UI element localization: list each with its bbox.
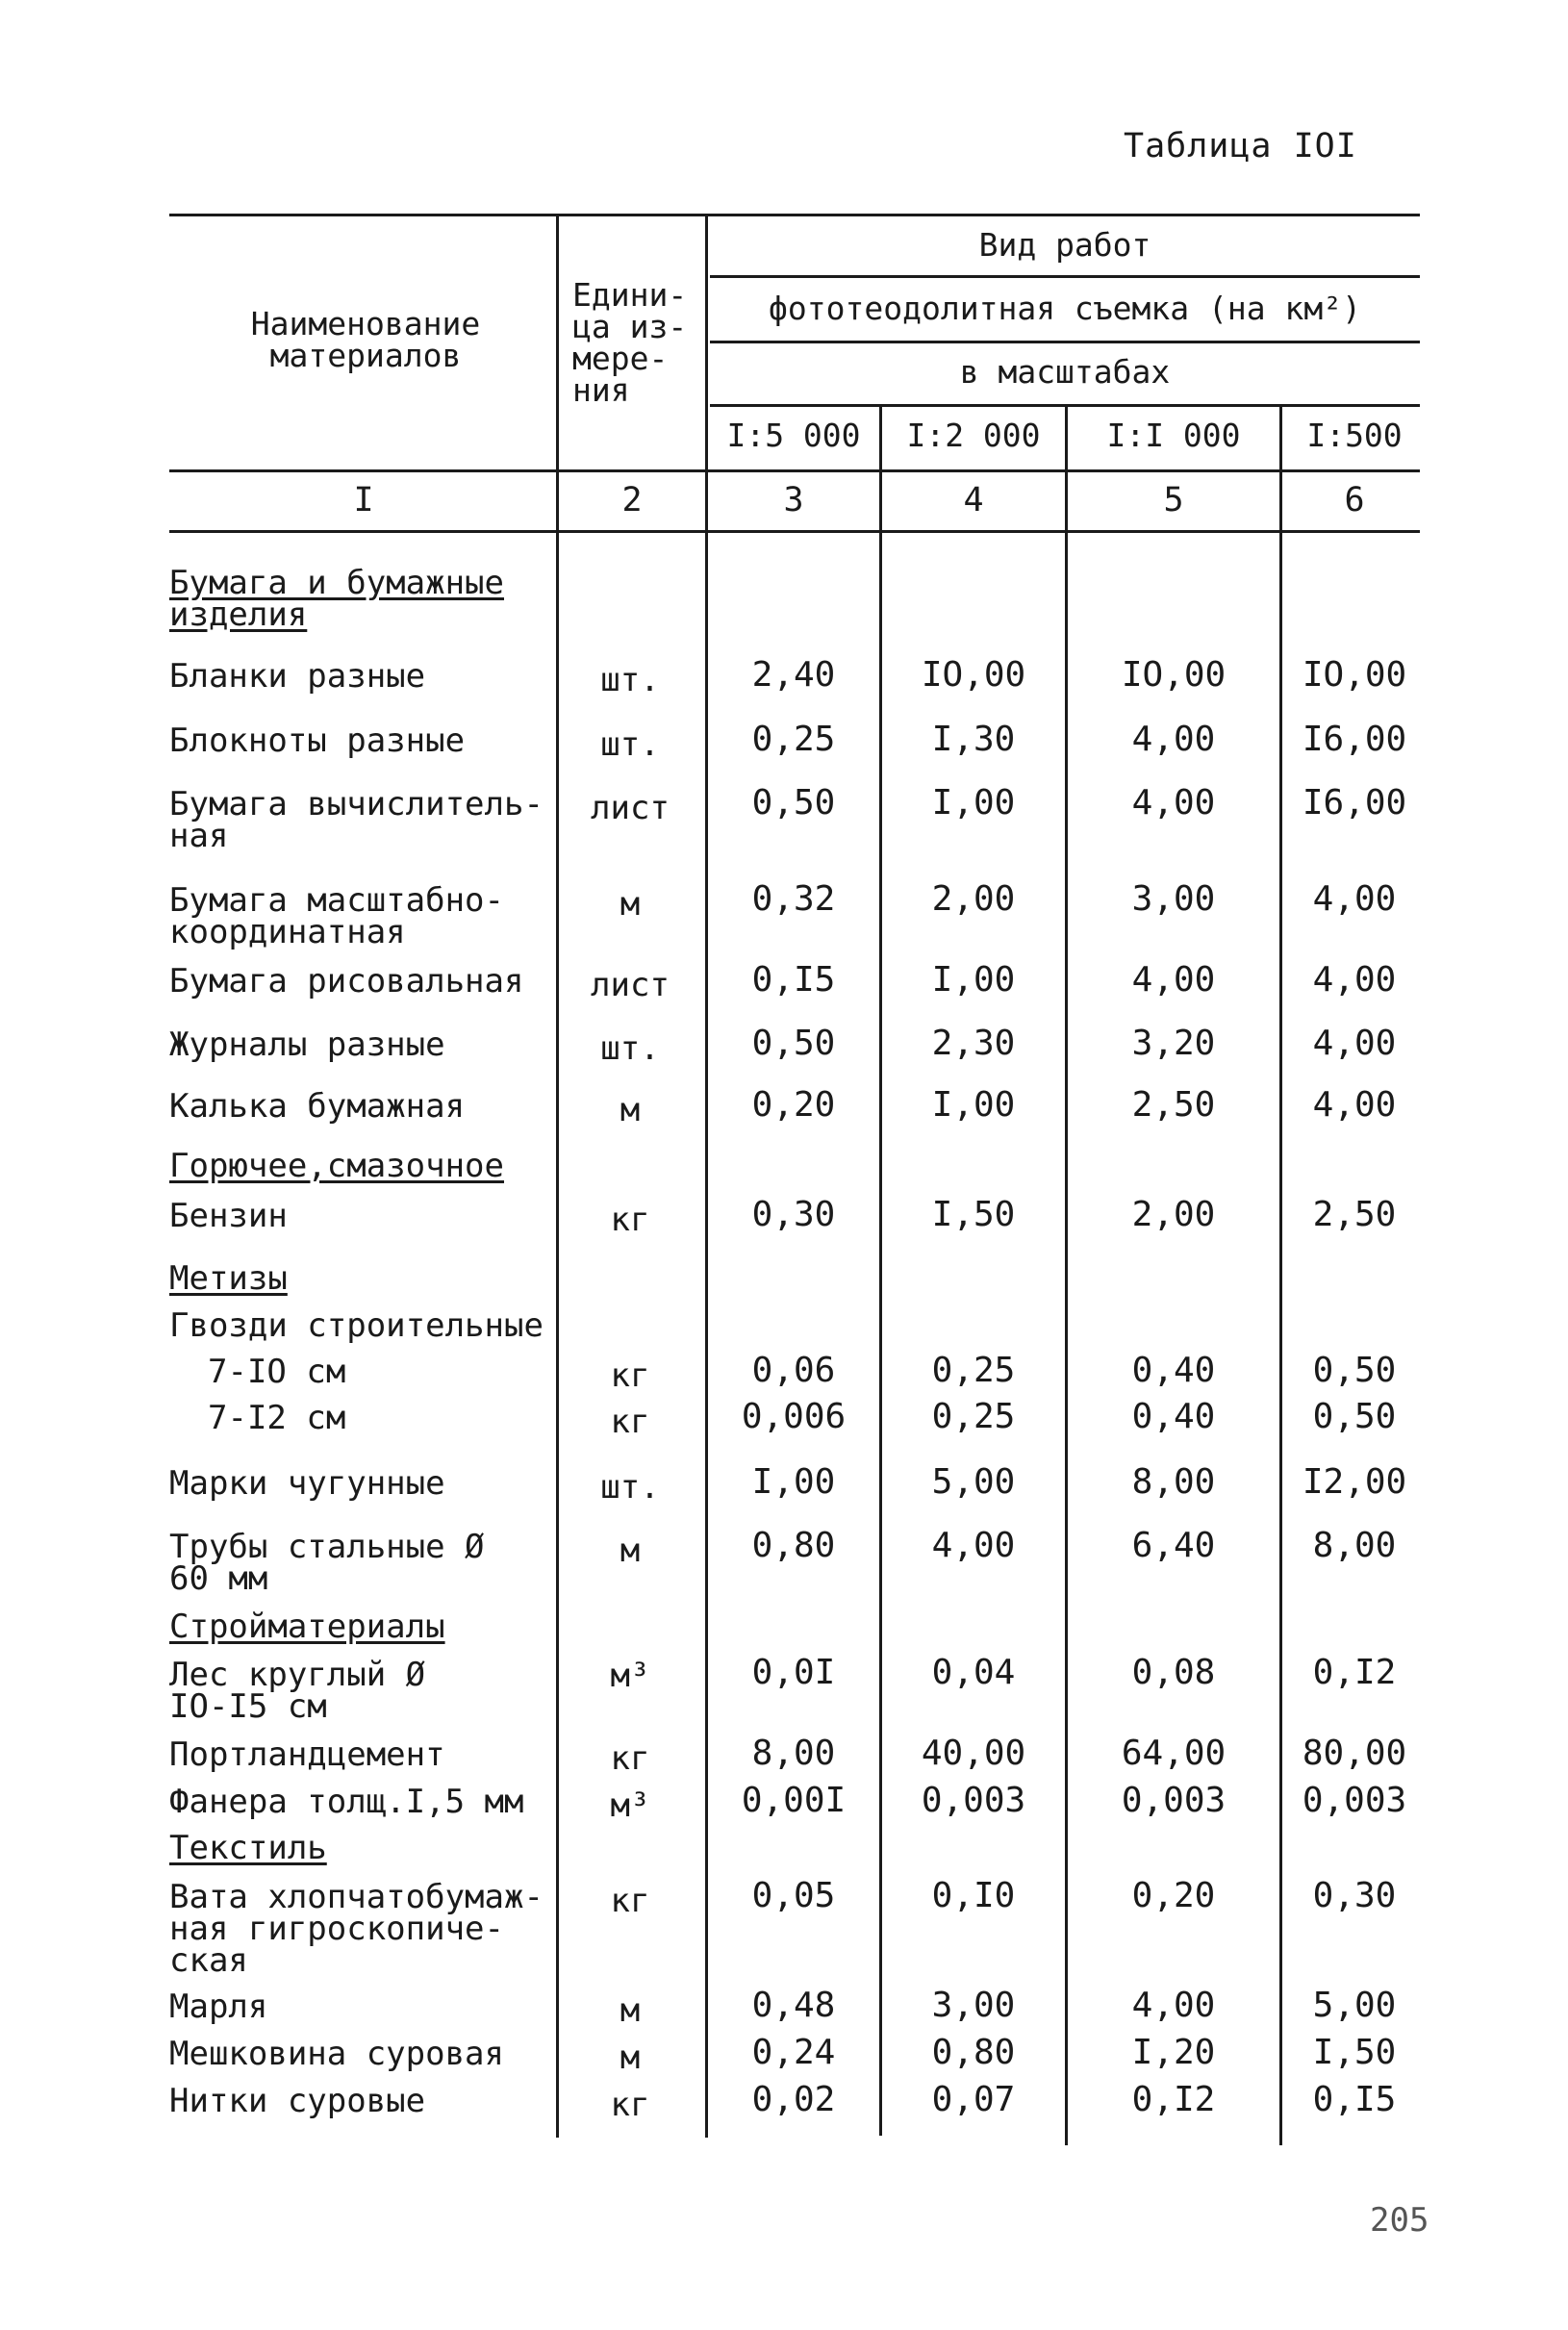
row-computing-paper-name: Бумага вычислитель- ная [169, 785, 544, 855]
row-burlap-v2: 0,80 [931, 2033, 1016, 2072]
row-gauze-v3: 4,00 [1131, 1986, 1216, 2025]
row-round-timber-unit: м³ [610, 1657, 650, 1695]
row-gasoline-v1: 0,30 [751, 1195, 836, 1234]
row-blanks-name: Бланки разные [169, 657, 426, 696]
row-notebooks-name: Блокноты разные [169, 722, 466, 760]
row-round-timber-v3: 0,08 [1131, 1653, 1216, 1692]
row-nails-12-unit: кг [610, 1403, 650, 1441]
row-gauze-v2: 3,00 [931, 1986, 1016, 2025]
row-plywood-unit: м³ [610, 1786, 650, 1825]
col-number-5: 5 [1163, 481, 1184, 519]
row-computing-paper-unit: лист [591, 789, 670, 827]
header-scale-3: I:I 000 [1106, 417, 1241, 454]
row-plywood-v4: 0,003 [1302, 1781, 1407, 1820]
row-nails-name: Гвозди строительные [169, 1306, 544, 1345]
header-survey: фототеодолитная съемка (на км²) [769, 290, 1361, 327]
row-round-timber-v2: 0,04 [931, 1653, 1016, 1692]
row-scale-paper-v4: 4,00 [1312, 879, 1397, 919]
row-steel-pipes-v2: 4,00 [931, 1526, 1016, 1565]
row-cotton-wool-unit: кг [610, 1882, 650, 1920]
row-round-timber-name: Лес круглый Ø IO-I5 см [169, 1656, 426, 1726]
row-blanks-v2: IO,00 [921, 655, 1026, 695]
row-portland-cement-name: Портландцемент [169, 1735, 445, 1774]
row-nails-12-v3: 0,40 [1131, 1397, 1216, 1436]
row-threads-v3: 0,I2 [1131, 2080, 1216, 2119]
row-cast-marks-name: Марки чугунные [169, 1464, 445, 1503]
col-number-4: 4 [963, 481, 984, 519]
row-round-timber-v1: 0,0I [751, 1653, 836, 1692]
header-scales-label: в масштабах [959, 353, 1171, 391]
row-drawing-paper-name: Бумага рисовальная [169, 962, 524, 1000]
row-plywood-v2: 0,003 [921, 1781, 1026, 1820]
row-plywood-v3: 0,003 [1121, 1781, 1227, 1820]
header-bottom-rule [169, 469, 1420, 472]
row-burlap-v3: I,20 [1131, 2033, 1216, 2072]
col-number-1: I [353, 481, 374, 519]
header-work-type: Вид работ [978, 226, 1151, 264]
row-journals-name: Журналы разные [169, 1026, 445, 1064]
row-plywood-v1: 0,00I [741, 1781, 847, 1820]
subheader-rule-2 [710, 341, 1420, 343]
row-steel-pipes-unit: м [620, 1532, 641, 1570]
category-building-materials: Стройматериалы [169, 1608, 445, 1646]
row-notebooks-v2: I,30 [931, 720, 1016, 759]
header-unit: Едини- ца из- мере- ния [572, 276, 688, 409]
row-nails-10-v1: 0,06 [751, 1351, 836, 1390]
row-blanks-v3: IO,00 [1121, 655, 1227, 695]
col-number-6: 6 [1344, 481, 1365, 519]
row-gauze-v4: 5,00 [1312, 1986, 1397, 2025]
row-scale-paper-name: Бумага масштабно- координатная [169, 881, 504, 951]
row-tracing-paper-v2: I,00 [931, 1085, 1016, 1125]
row-cast-marks-v4: I2,00 [1302, 1462, 1407, 1502]
row-computing-paper-v2: I,00 [931, 783, 1016, 823]
col-numbers-rule [169, 530, 1420, 533]
row-threads-unit: кг [610, 2086, 650, 2124]
header-scale-2: I:2 000 [906, 417, 1041, 454]
row-burlap-v4: I,50 [1312, 2033, 1397, 2072]
row-nails-12-v1: 0,006 [741, 1397, 847, 1436]
row-notebooks-v4: I6,00 [1302, 720, 1407, 759]
page-number: 205 [1370, 2201, 1429, 2240]
row-portland-cement-v2: 40,00 [921, 1734, 1026, 1773]
row-cotton-wool-v2: 0,I0 [931, 1876, 1016, 1915]
category-paper: Бумага и бумажные изделия [169, 564, 504, 634]
row-steel-pipes-v1: 0,80 [751, 1526, 836, 1565]
row-drawing-paper-v1: 0,I5 [751, 960, 836, 1000]
row-steel-pipes-v4: 8,00 [1312, 1526, 1397, 1565]
category-fuel: Горючее,смазочное [169, 1147, 504, 1185]
row-nails-12-name: 7-I2 см [208, 1399, 346, 1437]
row-scale-paper-v3: 3,00 [1131, 879, 1216, 919]
header-scale-1: I:5 000 [726, 417, 861, 454]
row-blanks-v1: 2,40 [751, 655, 836, 695]
subheader-rule-1 [710, 275, 1420, 278]
row-nails-10-name: 7-IO см [208, 1353, 346, 1391]
row-gasoline-v4: 2,50 [1312, 1195, 1397, 1234]
row-journals-v4: 4,00 [1312, 1024, 1397, 1063]
row-gauze-v1: 0,48 [751, 1986, 836, 2025]
row-scale-paper-unit: м [620, 885, 641, 924]
row-blanks-v4: IO,00 [1302, 655, 1407, 695]
row-journals-v3: 3,20 [1131, 1024, 1216, 1063]
row-cotton-wool-v4: 0,30 [1312, 1876, 1397, 1915]
row-cast-marks-v1: I,00 [751, 1462, 836, 1502]
row-cast-marks-v3: 8,00 [1131, 1462, 1216, 1502]
row-nails-10-v3: 0,40 [1131, 1351, 1216, 1390]
row-gauze-name: Марля [169, 1988, 268, 2026]
row-cotton-wool-name: Вата хлопчатобумаж- ная гигроскопиче- ская [169, 1878, 544, 1980]
row-threads-name: Нитки суровые [169, 2082, 426, 2120]
row-computing-paper-v1: 0,50 [751, 783, 836, 823]
row-cast-marks-v2: 5,00 [931, 1462, 1016, 1502]
row-blanks-unit: шт. [600, 661, 660, 699]
header-material-name: Наименование материалов [250, 305, 481, 374]
row-drawing-paper-v2: I,00 [931, 960, 1016, 1000]
row-drawing-paper-v4: 4,00 [1312, 960, 1397, 1000]
row-gasoline-name: Бензин [169, 1197, 288, 1235]
row-tracing-paper-name: Калька бумажная [169, 1087, 466, 1126]
row-threads-v1: 0,02 [751, 2080, 836, 2119]
row-drawing-paper-unit: лист [591, 966, 670, 1004]
row-notebooks-unit: шт. [600, 725, 660, 764]
row-scale-paper-v2: 2,00 [931, 879, 1016, 919]
row-threads-v4: 0,I5 [1312, 2080, 1397, 2119]
row-steel-pipes-v3: 6,40 [1131, 1526, 1216, 1565]
row-portland-cement-v3: 64,00 [1121, 1734, 1227, 1773]
row-gasoline-v3: 2,00 [1131, 1195, 1216, 1234]
row-nails-10-v2: 0,25 [931, 1351, 1016, 1390]
table-top-rule [169, 214, 1420, 216]
row-portland-cement-v4: 80,00 [1302, 1734, 1407, 1773]
col-number-2: 2 [621, 481, 643, 519]
category-textile: Текстиль [169, 1829, 327, 1867]
table-title: Таблица IOI [1124, 127, 1357, 165]
row-tracing-paper-unit: м [620, 1091, 641, 1129]
row-tracing-paper-v3: 2,50 [1131, 1085, 1216, 1125]
row-cast-marks-unit: шт. [600, 1468, 660, 1507]
row-notebooks-v1: 0,25 [751, 720, 836, 759]
row-journals-v2: 2,30 [931, 1024, 1016, 1063]
row-scale-paper-v1: 0,32 [751, 879, 836, 919]
col-number-3: 3 [783, 481, 804, 519]
row-nails-10-v4: 0,50 [1312, 1351, 1397, 1390]
row-cotton-wool-v3: 0,20 [1131, 1876, 1216, 1915]
row-gasoline-v2: I,50 [931, 1195, 1016, 1234]
row-portland-cement-v1: 8,00 [751, 1734, 836, 1773]
row-nails-12-v4: 0,50 [1312, 1397, 1397, 1436]
row-drawing-paper-v3: 4,00 [1131, 960, 1216, 1000]
row-notebooks-v3: 4,00 [1131, 720, 1216, 759]
row-computing-paper-v4: I6,00 [1302, 783, 1407, 823]
row-burlap-v1: 0,24 [751, 2033, 836, 2072]
row-round-timber-v4: 0,I2 [1312, 1653, 1397, 1692]
row-cotton-wool-v1: 0,05 [751, 1876, 836, 1915]
row-tracing-paper-v4: 4,00 [1312, 1085, 1397, 1125]
row-tracing-paper-v1: 0,20 [751, 1085, 836, 1125]
row-burlap-unit: м [620, 2039, 641, 2077]
row-threads-v2: 0,07 [931, 2080, 1016, 2119]
row-steel-pipes-name: Трубы стальные Ø 60 мм [169, 1528, 485, 1598]
row-burlap-name: Мешковина суровая [169, 2035, 504, 2073]
category-hardware: Метизы [169, 1259, 288, 1298]
row-plywood-name: Фанера толщ.I,5 мм [169, 1783, 524, 1821]
row-nails-10-unit: кг [610, 1356, 650, 1395]
row-gauze-unit: м [620, 1991, 641, 2030]
row-journals-v1: 0,50 [751, 1024, 836, 1063]
row-computing-paper-v3: 4,00 [1131, 783, 1216, 823]
row-gasoline-unit: кг [610, 1201, 650, 1239]
row-nails-12-v2: 0,25 [931, 1397, 1016, 1436]
header-scale-4: I:500 [1306, 417, 1403, 454]
row-portland-cement-unit: кг [610, 1739, 650, 1778]
row-journals-unit: шт. [600, 1029, 660, 1068]
